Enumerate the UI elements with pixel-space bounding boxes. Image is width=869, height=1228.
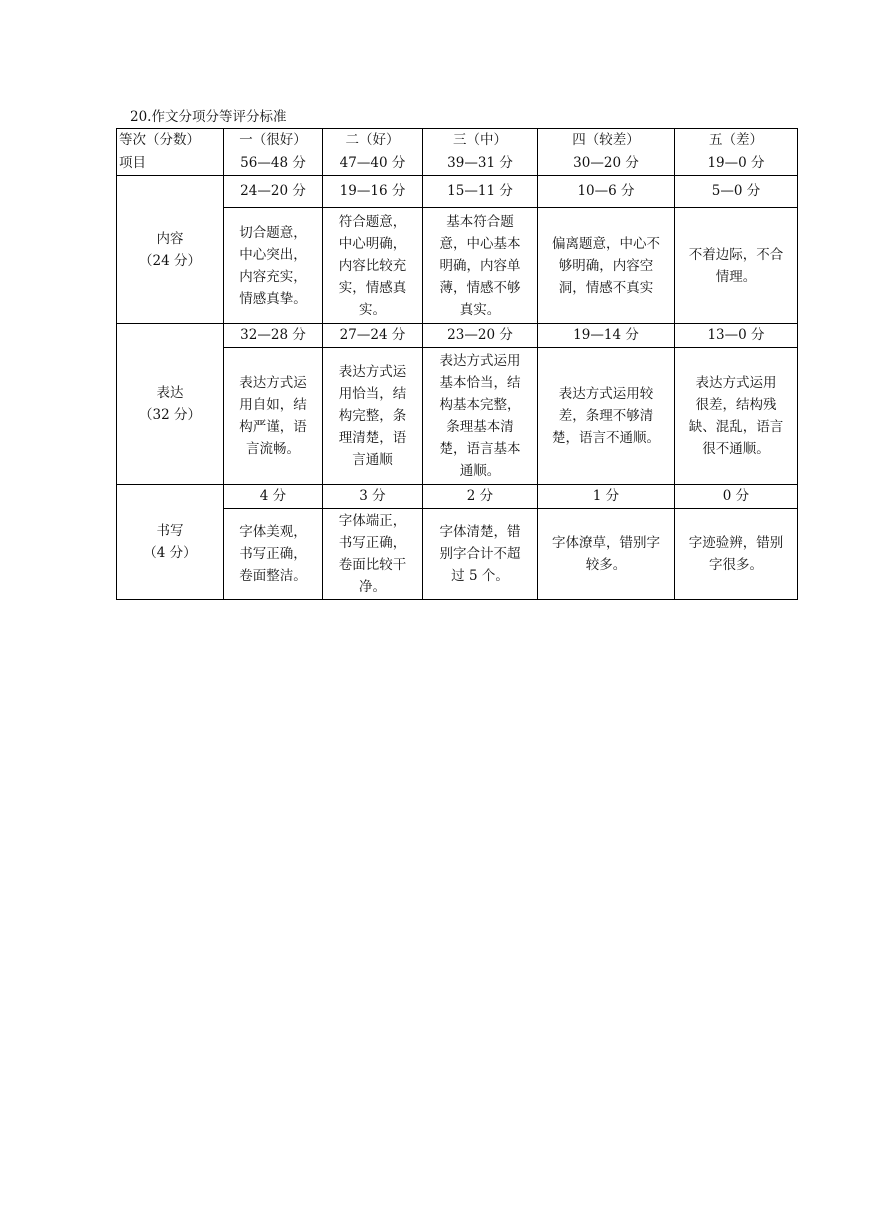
score-range-cell: 3 分 xyxy=(323,485,423,509)
grade-header-1 xyxy=(224,129,323,176)
description-line: 表达方式运用 xyxy=(695,375,777,391)
description-line: 很不通顺。 xyxy=(702,441,770,457)
description-line: 表达方式运用 xyxy=(439,353,521,369)
score-range-cell: 23—20 分 xyxy=(423,324,538,348)
description-cell xyxy=(538,208,675,324)
description-line: 基本恰当，结 xyxy=(439,375,521,391)
description-line: 卷面比较干 xyxy=(338,557,407,573)
description-cell xyxy=(423,509,538,600)
description-line: 表达方式运 xyxy=(239,375,307,391)
description-line: 言流畅。 xyxy=(246,441,300,457)
description-line: 切合题意， xyxy=(239,224,307,241)
score-range-cell: 19—16 分 xyxy=(323,176,423,208)
score-range-cell: 19—14 分 xyxy=(538,324,675,348)
grade-header-2 xyxy=(323,129,423,176)
description-line: 明确，内容单 xyxy=(439,257,521,274)
description-line: 过 5 个。 xyxy=(451,568,509,584)
description-line: 不着边际，不合 xyxy=(688,246,784,263)
description-cell xyxy=(675,208,798,324)
description-line: 楚，语言不通顺。 xyxy=(552,430,660,446)
description-cell xyxy=(323,509,423,600)
grade-header-3 xyxy=(423,129,538,176)
document-title: 20.作文分项分等评分标准 xyxy=(130,109,287,125)
description-line: 缺、混乱，语言 xyxy=(688,419,784,435)
description-line: 情感真挚。 xyxy=(239,290,307,307)
category-expression xyxy=(117,324,224,485)
description-cell xyxy=(675,509,798,600)
corner-item-label: 项目 xyxy=(119,155,146,171)
description-line: 符合题意， xyxy=(338,213,407,230)
score-range-cell: 27—24 分 xyxy=(323,324,423,348)
grade-name: 二（好） xyxy=(345,132,400,148)
score-range-cell: 2 分 xyxy=(423,485,538,509)
header-row xyxy=(117,129,798,176)
description-line: 构基本完整， xyxy=(439,397,521,413)
handwriting-score-row xyxy=(117,485,798,509)
description-line: 情理。 xyxy=(715,268,757,285)
score-range-cell: 5—0 分 xyxy=(675,176,798,208)
description-cell xyxy=(675,348,798,485)
description-line: 很差，结构残 xyxy=(695,397,777,413)
description-line: 理清楚，语 xyxy=(338,430,407,446)
grade-header-5 xyxy=(675,129,798,176)
description-line: 够明确，内容空 xyxy=(558,257,654,274)
grade-range: 30—20 分 xyxy=(573,155,639,171)
description-cell xyxy=(423,208,538,324)
description-line: 字体端正， xyxy=(338,513,407,529)
score-range-cell: 0 分 xyxy=(675,485,798,509)
grade-range: 19—0 分 xyxy=(707,155,765,171)
description-line: 构严谨，语 xyxy=(239,419,307,435)
description-line: 中心突出， xyxy=(239,246,307,263)
description-cell xyxy=(323,208,423,324)
description-line: 较多。 xyxy=(585,557,627,573)
description-cell xyxy=(323,348,423,485)
description-line: 薄，情感不够 xyxy=(439,279,521,296)
score-range-cell: 24—20 分 xyxy=(224,176,323,208)
description-cell xyxy=(538,509,675,600)
description-line: 言通顺 xyxy=(352,452,393,468)
description-line: 基本符合题 xyxy=(446,213,514,230)
content-score-row xyxy=(117,176,798,208)
expression-score-row xyxy=(117,324,798,348)
description-line: 差，条理不够清 xyxy=(558,408,654,424)
score-range-cell: 13—0 分 xyxy=(675,324,798,348)
grade-range: 39—31 分 xyxy=(447,155,513,171)
scoring-rubric-table xyxy=(116,128,798,600)
description-line: 内容比较充 xyxy=(338,257,407,274)
description-cell xyxy=(224,208,323,324)
category-label: 表达 xyxy=(156,385,184,401)
category-handwriting xyxy=(117,485,224,600)
description-line: 实。 xyxy=(359,301,386,318)
description-line: 通顺。 xyxy=(459,463,501,479)
score-range-cell: 32—28 分 xyxy=(224,324,323,348)
header-corner-cell xyxy=(117,129,224,176)
description-line: 字体美观， xyxy=(239,524,307,540)
description-line: 意，中心基本 xyxy=(439,235,521,252)
description-cell xyxy=(538,348,675,485)
description-line: 字体潦草，错别字 xyxy=(552,535,660,551)
score-range-cell: 4 分 xyxy=(224,485,323,509)
description-line: 字很多。 xyxy=(709,557,763,573)
description-line: 书写正确， xyxy=(338,535,407,551)
grade-range: 56—48 分 xyxy=(240,155,306,171)
description-line: 真实。 xyxy=(459,301,501,318)
score-range-cell: 1 分 xyxy=(538,485,675,509)
description-cell xyxy=(224,509,323,600)
description-cell xyxy=(224,348,323,485)
category-content xyxy=(117,176,224,324)
description-line: 楚，语言基本 xyxy=(439,441,521,457)
description-cell xyxy=(423,348,538,485)
corner-grade-label: 等次（分数） xyxy=(119,132,200,148)
description-line: 内容充实， xyxy=(239,268,307,285)
grade-name: 一（很好） xyxy=(239,132,307,148)
description-line: 净。 xyxy=(359,579,386,595)
grade-header-4 xyxy=(538,129,675,176)
description-line: 卷面整洁。 xyxy=(239,568,307,584)
grade-name: 三（中） xyxy=(453,132,507,148)
description-line: 字体清楚，错 xyxy=(439,524,521,540)
description-line: 偏离题意，中心不 xyxy=(552,235,660,252)
category-label: 内容 xyxy=(156,230,184,247)
category-points: （4 分） xyxy=(143,545,197,561)
category-points: （32 分） xyxy=(139,407,201,423)
description-line: 构完整，条 xyxy=(338,408,407,424)
category-points: （24 分） xyxy=(139,252,201,269)
description-line: 中心明确， xyxy=(338,235,407,252)
description-line: 洞，情感不真实 xyxy=(558,279,654,296)
description-line: 字迹验辨，错别 xyxy=(688,535,784,551)
grade-name: 四（较差） xyxy=(572,132,640,148)
grade-name: 五（差） xyxy=(709,132,763,148)
score-range-cell: 10—6 分 xyxy=(538,176,675,208)
description-line: 实，情感真 xyxy=(338,279,407,296)
description-line: 别字合计不超 xyxy=(439,546,521,562)
description-line: 书写正确， xyxy=(239,546,307,562)
description-line: 表达方式运用较 xyxy=(558,386,654,402)
description-line: 用恰当，结 xyxy=(338,386,407,402)
score-range-cell: 15—11 分 xyxy=(423,176,538,208)
description-line: 表达方式运 xyxy=(338,364,407,380)
grade-range: 47—40 分 xyxy=(339,155,406,171)
category-label: 书写 xyxy=(156,523,184,539)
description-line: 用自如，结 xyxy=(239,397,307,413)
description-line: 条理基本清 xyxy=(446,419,514,435)
